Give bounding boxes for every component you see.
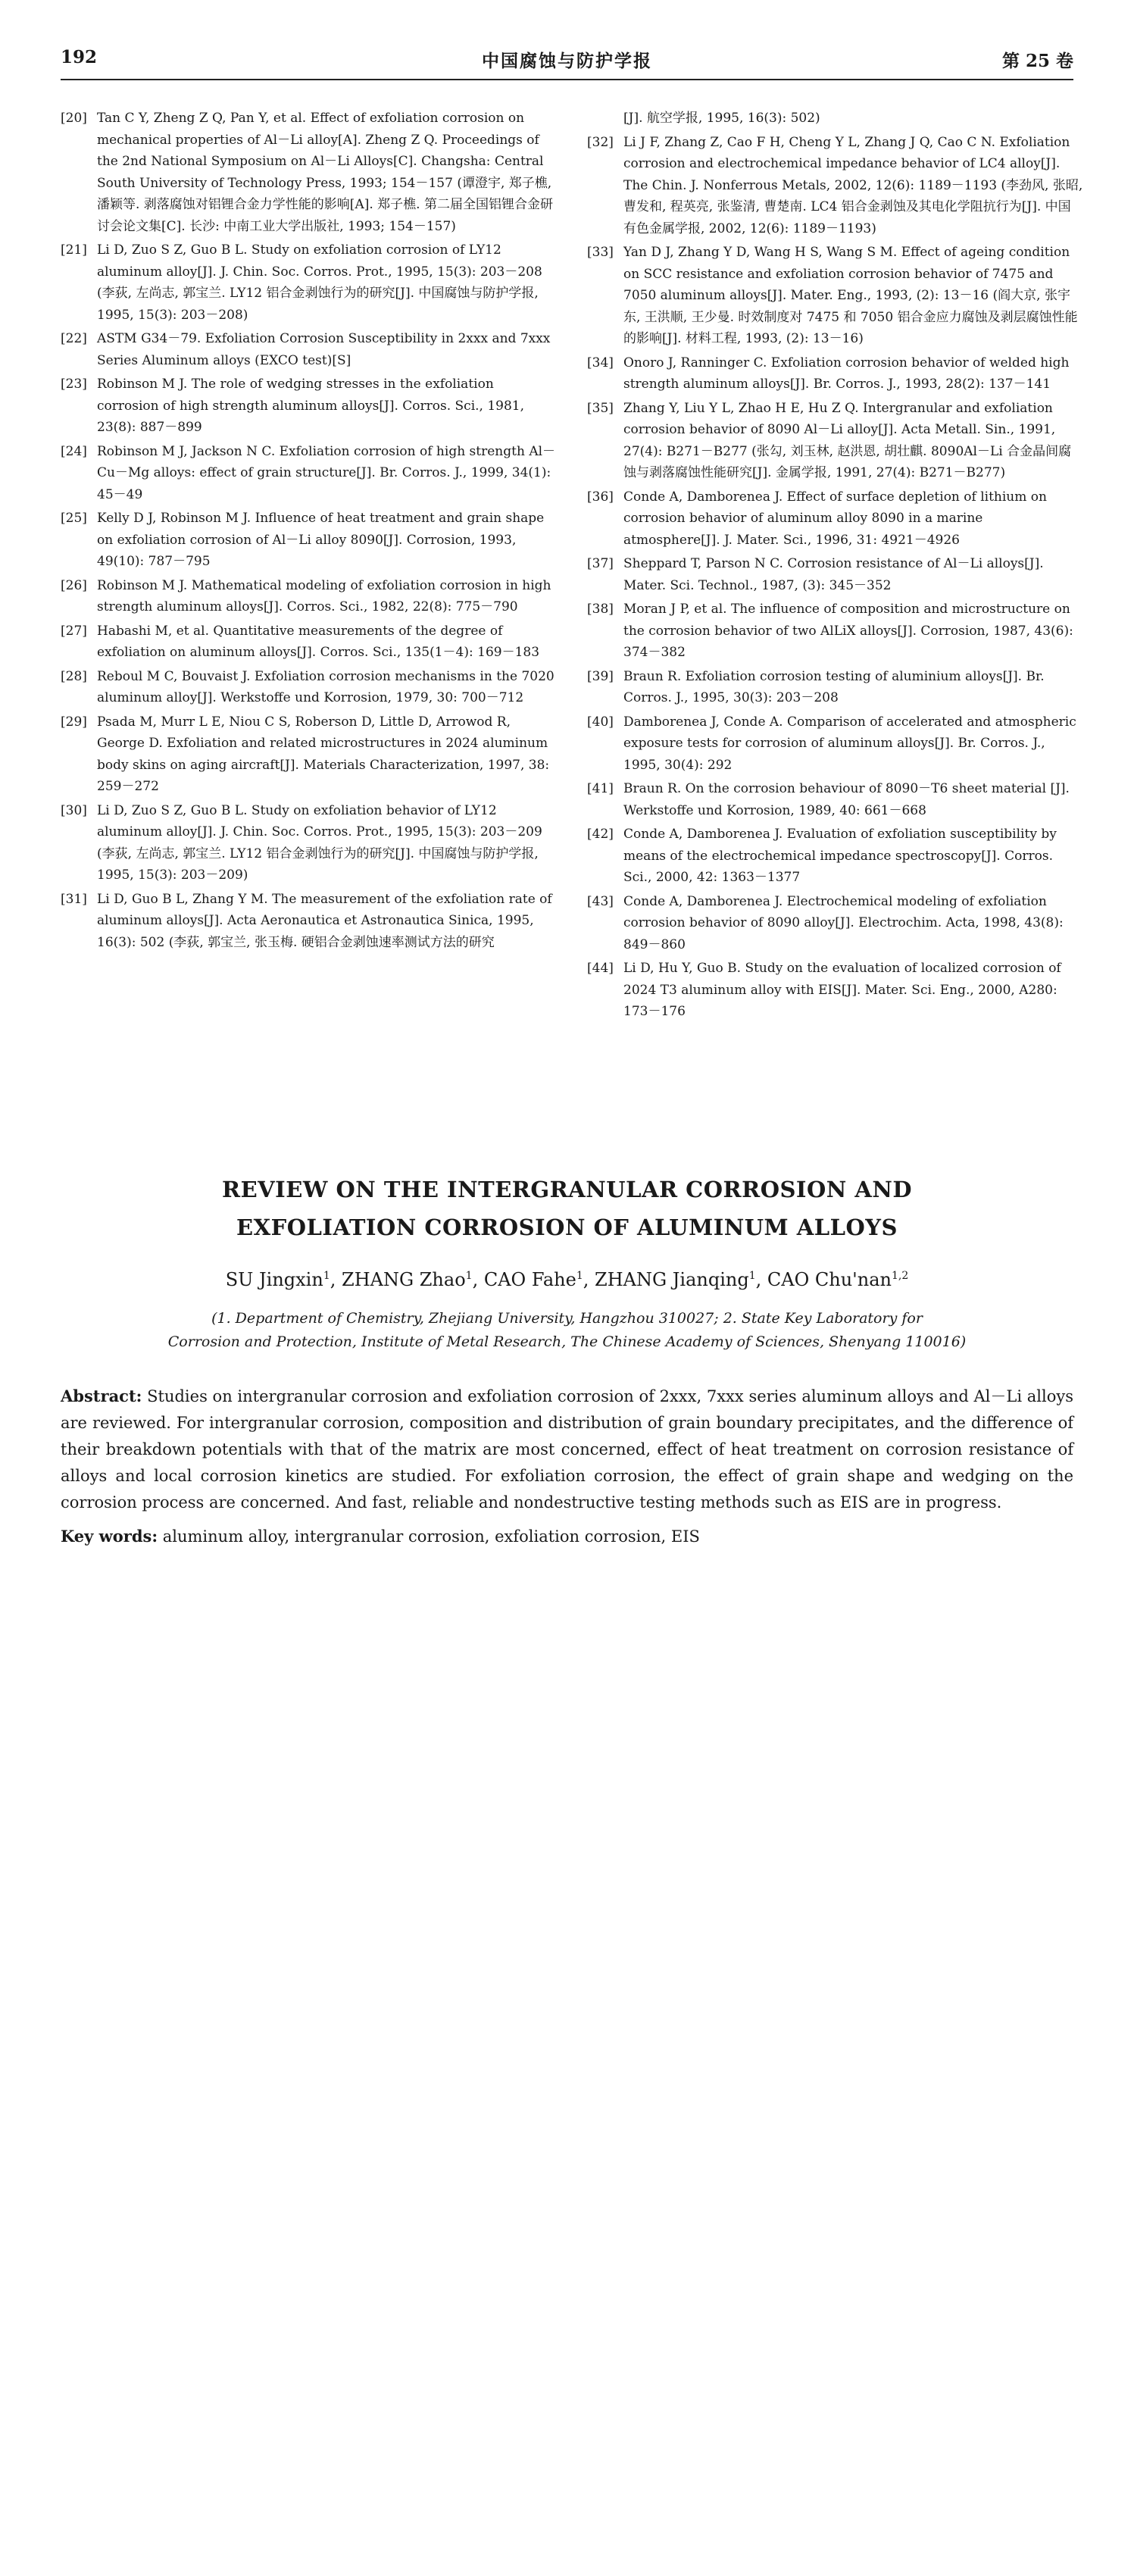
reference-item bbox=[61, 666, 557, 709]
reference-item bbox=[587, 486, 1083, 552]
reference-number: [39] bbox=[587, 668, 614, 684]
reference-text: Robinson M J, Jackson N C. Exfoliation corrosion of high strength Al－Cu－Mg alloys: effect of grain structure[J]. Br. Corros. J., 1999, 34(1): 45－49 bbox=[97, 443, 556, 502]
affiliations bbox=[0, 1307, 1134, 1354]
reference-number: [34] bbox=[587, 355, 614, 370]
author-list bbox=[0, 1269, 1134, 1290]
reference-item bbox=[61, 800, 557, 886]
reference-number: [44] bbox=[587, 961, 614, 976]
reference-item bbox=[61, 374, 557, 439]
reference-text: Reboul M C, Bouvaist J. Exfoliation corrosion mechanisms in the 7020 aluminum alloy[J]. Werkstoffe und Korrosion, 1979, 30: 700－712 bbox=[97, 668, 555, 705]
author bbox=[342, 1269, 484, 1290]
author bbox=[484, 1269, 595, 1290]
reference-item bbox=[61, 441, 557, 506]
author-affiliation-mark: 1 bbox=[576, 1270, 583, 1282]
reference-text: Robinson M J. Mathematical modeling of exfoliation corrosion in high strength aluminum alloys[J]. Corros. Sci., 1982, 22(8): 775－790 bbox=[97, 577, 551, 614]
reference-number: [36] bbox=[587, 489, 614, 505]
reference-text: Conde A, Damborenea J. Effect of surface depletion of lithium on corrosion behavior of aluminum alloy 8090 in a marine atmosphere[J]. J. Mater. Sci., 1996, 31: 4921－4926 bbox=[623, 489, 1047, 548]
reference-item bbox=[61, 575, 557, 618]
reference-number: [28] bbox=[61, 668, 87, 684]
journal-title: 中国腐蚀与防护学报 bbox=[482, 51, 652, 71]
references-right-column bbox=[587, 108, 1083, 1025]
reference-text: Kelly D J, Robinson M J. Influence of heat treatment and grain shape on exfoliation corrosion of Al－Li alloy 8090[J]. Corrosion, 1993, 49(10): 787－795 bbox=[97, 511, 545, 569]
reference-number: [38] bbox=[587, 602, 614, 617]
reference-item bbox=[61, 328, 557, 371]
reference-item bbox=[587, 352, 1083, 395]
reference-text: Sheppard T, Parson N C. Corrosion resistance of Al－Li alloys[J]. Mater. Sci. Technol., 1987, (3): 345－352 bbox=[623, 556, 1044, 593]
reference-item bbox=[61, 711, 557, 798]
affiliation-line: (1. Department of Chemistry, Zhejiang University, Hangzhou 310027; 2. State Key Laboratory for bbox=[211, 1310, 923, 1327]
author-affiliation-mark: 1 bbox=[323, 1270, 330, 1282]
reference-text: Li D, Hu Y, Guo B. Study on the evaluation of localized corrosion of 2024 T3 aluminum alloy with EIS[J]. Mater. Sci. Eng., 2000, A280: 173－176 bbox=[623, 961, 1061, 1019]
affiliation-line: Corrosion and Protection, Institute of Metal Research, The Chinese Academy of Sciences, Shenyang 110016) bbox=[167, 1333, 967, 1350]
reference-text: Damborenea J, Conde A. Comparison of accelerated and atmospheric exposure tests for corrosion of aluminum alloys[J]. Br. Corros. J., 1995, 30(4): 292 bbox=[623, 714, 1076, 773]
reference-item bbox=[587, 132, 1083, 240]
reference-number: [23] bbox=[61, 377, 87, 392]
author-name: CAO Chu'nan bbox=[767, 1269, 892, 1290]
reference-number: [41] bbox=[587, 781, 614, 796]
references-left-column bbox=[61, 108, 557, 955]
title-line: REVIEW ON THE INTERGRANULAR CORROSION AND bbox=[221, 1177, 913, 1202]
reference-item bbox=[587, 824, 1083, 889]
reference-number: [31] bbox=[61, 891, 87, 907]
keywords bbox=[61, 1523, 1073, 1550]
reference-item bbox=[61, 508, 557, 573]
header-divider bbox=[61, 79, 1073, 80]
reference-number: [20] bbox=[61, 111, 87, 126]
keywords-label: Key words: bbox=[61, 1527, 158, 1546]
reference-item bbox=[587, 891, 1083, 956]
reference-item bbox=[61, 621, 557, 664]
reference-number: [32] bbox=[587, 134, 614, 150]
reference-number: [35] bbox=[587, 400, 614, 416]
reference-item bbox=[587, 711, 1083, 777]
reference-text: Yan D J, Zhang Y D, Wang H S, Wang S M. Effect of ageing condition on SCC resistance and exfoliation corrosion behavior of 7475 and 7050 aluminum alloys[J]. Mater. Eng., 1993, (2): 13－16 (阎大京, 张宇东, 王洪顺, 王少曼. 时效制度对 7475 和 7050 铝合金应力腐蚀及剥层腐蚀性能的影响[J]. 材料工程, 1993, (2): 13－16) bbox=[623, 245, 1078, 346]
reference-item bbox=[587, 958, 1083, 1023]
reference-item bbox=[61, 889, 557, 954]
reference-number: [43] bbox=[587, 893, 614, 909]
author-separator: , bbox=[755, 1269, 767, 1290]
volume-label: 第 25 卷 bbox=[1001, 51, 1073, 71]
reference-number: [30] bbox=[61, 802, 87, 818]
reference-text: [J]. 航空学报, 1995, 16(3): 502) bbox=[623, 111, 820, 126]
abstract bbox=[61, 1383, 1073, 1516]
abstract-label: Abstract: bbox=[61, 1386, 142, 1405]
reference-item bbox=[587, 778, 1083, 821]
reference-text: Conde A, Damborenea J. Electrochemical modeling of exfoliation corrosion behavior of 8090 alloy[J]. Electrochim. Acta, 1998, 43(8): 849－860 bbox=[623, 893, 1064, 952]
reference-number: [21] bbox=[61, 242, 87, 258]
author bbox=[226, 1269, 342, 1290]
reference-number: [25] bbox=[61, 511, 87, 526]
reference-item bbox=[587, 666, 1083, 709]
reference-text: Tan C Y, Zheng Z Q, Pan Y, et al. Effect of exfoliation corrosion on mechanical properties of Al－Li alloy[A]. Zheng Z Q. Proceedings of the 2nd National Symposium on Al－Li Alloys[C]. Changsha: Central South University of Technology Press, 1993; 154－157 (谭澄宇, 郑子樵, 潘颖等. 剥落腐蚀对铝锂合金力学性能的影响[A]. 郑子樵. 第二届全国铝锂合金研讨会论文集[C]. 长沙: 中南工业大学出版社, 1993; 154－157) bbox=[97, 111, 553, 234]
reference-item bbox=[61, 108, 557, 237]
reference-text: Li D, Zuo S Z, Guo B L. Study on exfoliation behavior of LY12 aluminum alloy[J]. J. Chin. Soc. Corros. Prot., 1995, 15(3): 203－209 (李荻, 左尚志, 郭宝兰. LY12 铝合金剥蚀行为的研究[J]. 中国腐蚀与防护学报, 1995, 15(3): 203－209) bbox=[97, 802, 542, 883]
author bbox=[767, 1269, 908, 1290]
reference-text: Onoro J, Ranninger C. Exfoliation corrosion behavior of welded high strength aluminum alloys[J]. Br. Corros. J., 1993, 28(2): 137－141 bbox=[623, 355, 1070, 392]
author-separator: , bbox=[330, 1269, 342, 1290]
author-name: CAO Fahe bbox=[483, 1269, 576, 1290]
reference-number: [40] bbox=[587, 714, 614, 730]
page-number: 192 bbox=[61, 47, 98, 67]
reference-text: Braun R. Exfoliation corrosion testing of aluminium alloys[J]. Br. Corros. J., 1995, 30(3): 203－208 bbox=[623, 668, 1045, 705]
author-name: ZHANG Jianqing bbox=[595, 1269, 749, 1290]
paper-title bbox=[0, 1171, 1134, 1246]
reference-text: Habashi M, et al. Quantitative measurements of the degree of exfoliation on aluminum alloys[J]. Corros. Sci., 135(1－4): 169－183 bbox=[97, 623, 540, 660]
author-affiliation-mark: 1 bbox=[465, 1270, 473, 1282]
reference-text: ASTM G34－79. Exfoliation Corrosion Susceptibility in 2xxx and 7xxx Series Aluminum alloys (EXCO test)[S] bbox=[97, 331, 551, 368]
reference-number: [37] bbox=[587, 556, 614, 571]
reference-text: Conde A, Damborenea J. Evaluation of exfoliation susceptibility by means of the electrochemical impedance spectroscopy[J]. Corros. Sci., 2000, 42: 1363－1377 bbox=[623, 827, 1057, 885]
author-affiliation-mark: 1 bbox=[748, 1270, 756, 1282]
reference-text: Li D, Zuo S Z, Guo B L. Study on exfoliation corrosion of LY12 aluminum alloy[J]. J. Chin. Soc. Corros. Prot., 1995, 15(3): 203－208 (李荻, 左尚志, 郭宝兰. LY12 铝合金剥蚀行为的研究[J]. 中国腐蚀与防护学报, 1995, 15(3): 203－208) bbox=[97, 242, 542, 323]
reference-number: [29] bbox=[61, 714, 87, 730]
reference-text: Zhang Y, Liu Y L, Zhao H E, Hu Z Q. Intergranular and exfoliation corrosion behavior of 8090 Al－Li alloy[J]. Acta Metall. Sin., 1991, 27(4): B271－B277 (张勾, 刘玉林, 赵洪恩, 胡壮麒. 8090Al－Li 合金晶间腐蚀与剥落腐蚀性能研究[J]. 金属学报, 1991, 27(4): B271－B277) bbox=[623, 400, 1072, 480]
keywords-text: aluminum alloy, intergranular corrosion, exfoliation corrosion, EIS bbox=[158, 1527, 700, 1546]
reference-text: Li J F, Zhang Z, Cao F H, Cheng Y L, Zhang J Q, Cao C N. Exfoliation corrosion and electrochemical impedance behavior of LC4 alloy[J]. The Chin. J. Nonferrous Metals, 2002, 12(6): 1189－1193 (李劲风, 张昭, 曹发和, 程英亮, 张鉴清, 曹楚南. LC4 铝合金剥蚀及其电化学阻抗行为[J]. 中国有色金属学报, 2002, 12(6): 1189－1193) bbox=[623, 134, 1083, 236]
author-separator: , bbox=[583, 1269, 595, 1290]
author-affiliation-mark: 1,2 bbox=[892, 1270, 909, 1282]
reference-text: Robinson M J. The role of wedging stresses in the exfoliation corrosion of high strength aluminum alloys[J]. Corros. Sci., 1981, 23(8): 887－899 bbox=[97, 377, 525, 435]
reference-number: [26] bbox=[61, 577, 87, 593]
author-name: SU Jingxin bbox=[225, 1269, 323, 1290]
author-name: ZHANG Zhao bbox=[342, 1269, 466, 1290]
reference-item bbox=[61, 239, 557, 326]
reference-item bbox=[587, 553, 1083, 596]
reference-number: [22] bbox=[61, 331, 87, 346]
author-separator: , bbox=[472, 1269, 484, 1290]
reference-item bbox=[587, 398, 1083, 484]
reference-text: Li D, Guo B L, Zhang Y M. The measurement of the exfoliation rate of aluminum alloys[J]. Acta Aeronautica et Astronautica Sinica, 1995, 16(3): 502 (李荻, 郭宝兰, 张玉梅. 硬铝合金剥蚀速率测试方法的研究 bbox=[97, 891, 552, 950]
reference-text: Braun R. On the corrosion behaviour of 8090－T6 sheet material [J]. Werkstoffe und Korrosion, 1989, 40: 661－668 bbox=[623, 781, 1070, 818]
reference-item bbox=[587, 108, 1083, 130]
reference-item bbox=[587, 599, 1083, 664]
abstract-text: Studies on intergranular corrosion and exfoliation corrosion of 2xxx, 7xxx series aluminum alloys and Al－Li alloys are reviewed. For intergranular corrosion, composition and distribution of grain boundary precipitates, and the difference of their breakdown potentials with that of the matrix are most concerned, effect of heat treatment on corrosion resistance of alloys and local corrosion kinetics are studied. For exfoliation corrosion, the effect of grain shape and wedging on the corrosion process are concerned. And fast, reliable and nondestructive testing methods such as EIS are in progress. bbox=[61, 1387, 1073, 1512]
reference-text: Moran J P, et al. The influence of composition and microstructure on the corrosion behavior of two AlLiX alloys[J]. Corrosion, 1987, 43(6): 374－382 bbox=[623, 602, 1073, 660]
reference-number: [42] bbox=[587, 827, 614, 842]
reference-number: [27] bbox=[61, 623, 87, 639]
reference-number: [24] bbox=[61, 443, 87, 459]
reference-number: [33] bbox=[587, 245, 614, 260]
reference-item bbox=[587, 242, 1083, 350]
title-line: EXFOLIATION CORROSION OF ALUMINUM ALLOYS bbox=[236, 1215, 898, 1240]
running-header bbox=[61, 47, 1073, 77]
reference-text: Psada M, Murr L E, Niou C S, Roberson D, Little D, Arrowod R, George D. Exfoliation and related microstructures in 2024 aluminum body skins on aging aircraft[J]. Materials Characterization, 1997, 38: 259－272 bbox=[97, 714, 550, 794]
author bbox=[595, 1269, 767, 1290]
